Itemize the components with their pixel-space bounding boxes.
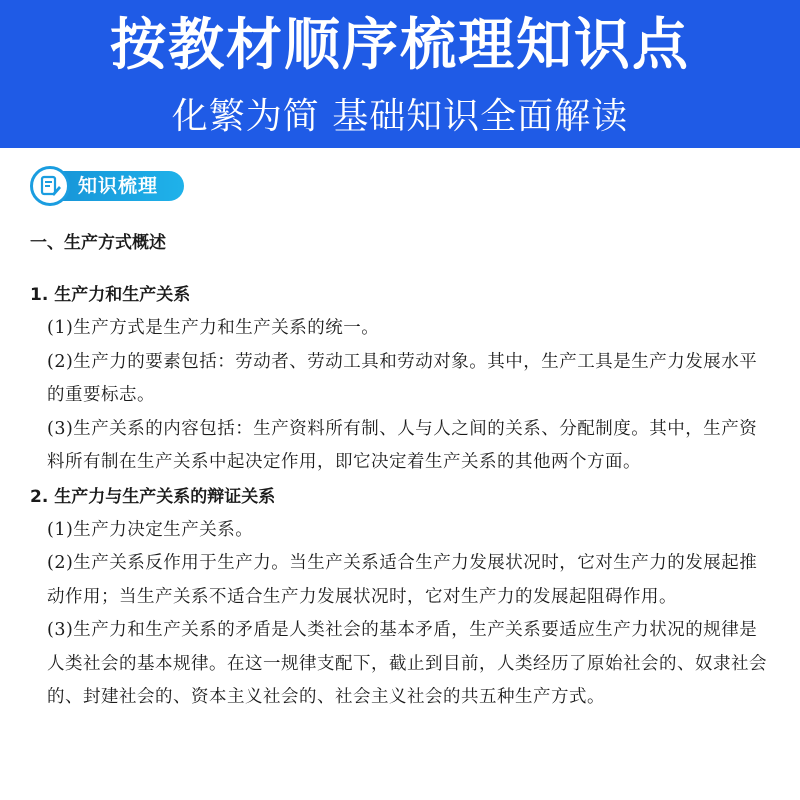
list-item: (3)生产力和生产关系的矛盾是人类社会的基本矛盾，生产关系要适应生产力状况的规律是人类社会的基本规律。在这一规律支配下，截止到目前，人类经历了原始社会的、奴隶社会的、封建社会的、资本主义社会的、社会主义社会的共五种生产方式。 <box>47 620 767 707</box>
list-item: (3)生产关系的内容包括：生产资料所有制、人与人之间的关系、分配制度。其中，生产资料所有制在生产关系中起决定作用，即它决定着生产关系的其他两个方面。 <box>47 418 758 472</box>
list-item: (1)生产方式是生产力和生产关系的统一。 <box>47 318 380 338</box>
section-tag-label: 知识梳理 <box>56 171 184 201</box>
banner-title: 按教材顺序梳理知识点 <box>110 13 690 78</box>
main-heading: 一、生产方式概述 <box>30 233 166 253</box>
section-tag <box>30 166 184 206</box>
document-body <box>30 226 775 715</box>
section-heading: 2. 生产力与生产关系的辩证关系 <box>30 486 276 507</box>
list-item: (2)生产关系反作用于生产力。当生产关系适合生产力发展状况时，它对生产力的发展起推动作用；当生产关系不适合生产力发展状况时，它对生产力的发展起阻碍作用。 <box>47 553 758 607</box>
section-heading: 1. 生产力和生产关系 <box>30 285 191 305</box>
header-banner <box>0 0 800 148</box>
list-item: (1)生产力决定生产关系。 <box>47 519 254 540</box>
list-item: (2)生产力的要素包括：劳动者、劳动工具和劳动对象。其中，生产工具是生产力发展水平的重要标志。 <box>47 351 758 405</box>
banner-subtitle: 化繁为简 基础知识全面解读 <box>171 96 629 137</box>
notebook-pen-icon <box>30 166 70 206</box>
